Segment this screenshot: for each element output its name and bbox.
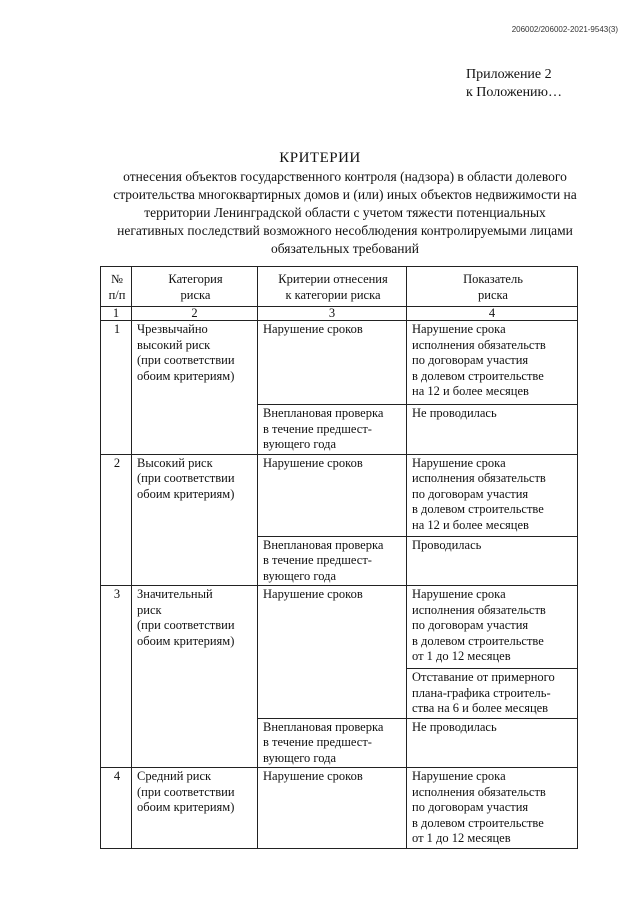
document-title: КРИТЕРИИ bbox=[279, 150, 361, 166]
header-criteria: Критерии отнесения к категории риска bbox=[258, 267, 407, 307]
header-category: Категория риска bbox=[132, 267, 258, 307]
risk-category: Чрезвычайно высокий риск (при соответствии обоим критериям) bbox=[132, 321, 258, 455]
risk-indicator: Проводилась bbox=[407, 536, 578, 586]
risk-indicator: Не проводилась bbox=[407, 405, 578, 455]
risk-category: Значительный риск (при соответствии обоим критериям) bbox=[132, 586, 258, 768]
risk-criterion: Внеплановая проверка в течение предшест- вующего года bbox=[258, 405, 407, 455]
table-row bbox=[101, 586, 578, 669]
risk-criterion: Внеплановая проверка в течение предшест- вующего года bbox=[258, 536, 407, 586]
table-row bbox=[101, 768, 578, 849]
risk-criterion: Нарушение сроков bbox=[258, 768, 407, 849]
risk-indicator: Отставание от примерного плана-графика строитель- ства на 6 и более месяцев bbox=[407, 669, 578, 719]
document-subtitle: отнесения объектов государственного контроля (надзора) в области долевого строительства многоквартирных домов и (или) иных объектов недвижимости на территории Ленинградской области с учетом тяжести потенциальных негативных последствий возможного несоблюдения контролируемыми лицами обязательных требований bbox=[113, 169, 577, 256]
appendix-line-1: Приложение 2 bbox=[466, 67, 552, 82]
row-number: 3 bbox=[101, 586, 132, 768]
table-row bbox=[101, 321, 578, 405]
risk-criterion: Нарушение сроков bbox=[258, 321, 407, 405]
risk-category: Высокий риск (при соответствии обоим критериям) bbox=[132, 454, 258, 586]
risk-criterion: Нарушение сроков bbox=[258, 586, 407, 719]
risk-indicator: Нарушение срока исполнения обязательств по договорам участия в долевом строительстве на 12 и более месяцев bbox=[407, 454, 578, 536]
table-row bbox=[101, 454, 578, 536]
risk-indicator: Нарушение срока исполнения обязательств по договорам участия в долевом строительстве от 1 до 12 месяцев bbox=[407, 586, 578, 669]
header-number: № п/п bbox=[101, 267, 132, 307]
risk-category: Средний риск (при соответствии обоим критериям) bbox=[132, 768, 258, 849]
row-number: 2 bbox=[101, 454, 132, 586]
criteria-table bbox=[100, 266, 578, 849]
appendix-line-2: к Положению… bbox=[466, 85, 563, 100]
column-number: 4 bbox=[407, 307, 578, 321]
header-indicator: Показатель риска bbox=[407, 267, 578, 307]
column-number: 3 bbox=[258, 307, 407, 321]
risk-criterion: Нарушение сроков bbox=[258, 454, 407, 536]
column-number: 2 bbox=[132, 307, 258, 321]
risk-indicator: Нарушение срока исполнения обязательств по договорам участия в долевом строительстве на 12 и более месяцев bbox=[407, 321, 578, 405]
column-number-row bbox=[101, 307, 578, 321]
table-header-row bbox=[101, 267, 578, 307]
document-id: 206002/206002-2021-9543(3) bbox=[511, 25, 618, 34]
appendix-note bbox=[466, 66, 562, 102]
row-number: 1 bbox=[101, 321, 132, 455]
risk-indicator: Не проводилась bbox=[407, 718, 578, 768]
risk-indicator: Нарушение срока исполнения обязательств по договорам участия в долевом строительстве от 1 до 12 месяцев bbox=[407, 768, 578, 849]
row-number: 4 bbox=[101, 768, 132, 849]
risk-criterion: Внеплановая проверка в течение предшест- вующего года bbox=[258, 718, 407, 768]
column-number: 1 bbox=[101, 307, 132, 321]
